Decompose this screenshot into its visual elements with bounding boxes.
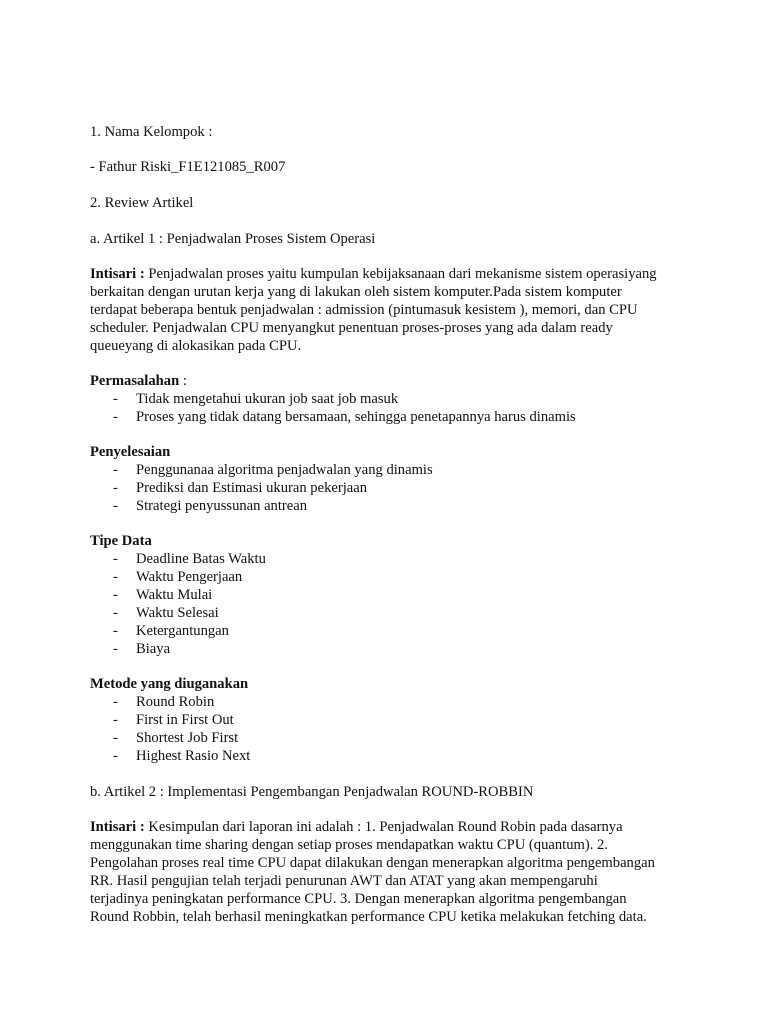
list-item-text: Prediksi dan Estimasi ukuran pekerjaan bbox=[136, 480, 368, 496]
bullet-dash: - bbox=[113, 623, 118, 639]
list-item-text: Waktu Pengerjaan bbox=[136, 569, 243, 585]
list-item bbox=[113, 408, 576, 426]
list-item bbox=[113, 622, 229, 640]
bullet-dash: - bbox=[113, 409, 118, 425]
list-item bbox=[113, 390, 398, 408]
list-item-text: First in First Out bbox=[136, 712, 234, 728]
article1-intisari-text: Penjadwalan proses yaitu kumpulan kebijaksanaan dari mekanisme sistem operasiyang berkaitan dengan urutan kerja yang di lakukan oleh sistem komputer.Pada sistem komputer terdapat beberapa bentuk penjadwalan : admission (pintumasuk kesistem ), memori, dan CPU scheduler. Penjadwalan CPU menyangkut penentuan proses-proses yang ada dalam ready queueyang di alokasikan pada CPU. bbox=[90, 266, 657, 354]
article2-intisari bbox=[90, 818, 690, 926]
bullet-dash: - bbox=[113, 694, 118, 710]
bullet-dash: - bbox=[113, 748, 118, 764]
bullet-dash: - bbox=[113, 391, 118, 407]
bullet-dash: - bbox=[113, 605, 118, 621]
list-item-text: Shortest Job First bbox=[136, 730, 239, 746]
bullet-dash: - bbox=[113, 712, 118, 728]
list-item bbox=[113, 550, 266, 568]
bullet-dash: - bbox=[113, 551, 118, 567]
list-item bbox=[113, 747, 250, 765]
group-heading: 1. Nama Kelompok : bbox=[90, 124, 213, 140]
list-item bbox=[113, 461, 433, 479]
list-item bbox=[113, 729, 238, 747]
list-item bbox=[113, 479, 367, 497]
bullet-dash: - bbox=[113, 587, 118, 603]
article2-title: b. Artikel 2 : Implementasi Pengembangan Penjadwalan ROUND-ROBBIN bbox=[90, 784, 534, 800]
penyelesaian-heading: Penyelesaian bbox=[90, 444, 171, 460]
permasalahan-label: Permasalahan bbox=[90, 373, 180, 389]
list-item bbox=[113, 586, 212, 604]
list-item-text: Biaya bbox=[136, 641, 171, 657]
list-item bbox=[113, 604, 219, 622]
list-item-text: Proses yang tidak datang bersamaan, sehingga penetapannya harus dinamis bbox=[136, 409, 576, 425]
list-item-text: Highest Rasio Next bbox=[136, 748, 251, 764]
list-item-text: Waktu Mulai bbox=[136, 587, 213, 603]
review-heading: 2. Review Artikel bbox=[90, 195, 194, 211]
list-item bbox=[113, 568, 242, 586]
article1-intisari-label: Intisari : bbox=[90, 266, 145, 282]
bullet-dash: - bbox=[113, 569, 118, 585]
metode-heading: Metode yang diuganakan bbox=[90, 676, 249, 692]
bullet-dash: - bbox=[113, 641, 118, 657]
article1-intisari bbox=[90, 265, 690, 355]
list-item-text: Ketergantungan bbox=[136, 623, 229, 639]
list-item-text: Round Robin bbox=[136, 694, 215, 710]
list-item bbox=[113, 693, 214, 711]
permasalahan-heading bbox=[90, 372, 187, 390]
article2-intisari-label: Intisari : bbox=[90, 819, 145, 835]
bullet-dash: - bbox=[113, 498, 118, 514]
list-item-text: Deadline Batas Waktu bbox=[136, 551, 266, 567]
permasalahan-suffix: : bbox=[179, 373, 187, 389]
list-item bbox=[113, 497, 307, 515]
tipe-data-heading: Tipe Data bbox=[90, 533, 152, 549]
list-item bbox=[113, 640, 170, 658]
list-item-text: Tidak mengetahui ukuran job saat job masuk bbox=[136, 391, 399, 407]
bullet-dash: - bbox=[113, 480, 118, 496]
bullet-dash: - bbox=[113, 462, 118, 478]
bullet-dash: - bbox=[113, 730, 118, 746]
article2-intisari-text: Kesimpulan dari laporan ini adalah : 1. Penjadwalan Round Robin pada dasarnya menggunakan time sharing dengan setiap proses mendapatkan waktu CPU (quantum). 2. Pengolahan proses real time CPU dapat dilakukan dengan menerapkan algoritma pengembangan RR. Hasil pengujian telah terjadi penurunan AWT dan ATAT yang akan mempengaruhi terjadinya peningkatan performance CPU. 3. Dengan menerapkan algoritma pengembangan Round Robbin, telah berhasil meningkatkan performance CPU ketika melakukan fetching data. bbox=[90, 819, 655, 925]
list-item-text: Penggunanaa algoritma penjadwalan yang dinamis bbox=[136, 462, 433, 478]
list-item bbox=[113, 711, 234, 729]
article1-title: a. Artikel 1 : Penjadwalan Proses Sistem Operasi bbox=[90, 231, 376, 247]
list-item-text: Strategi penyussunan antrean bbox=[136, 498, 308, 514]
list-item-text: Waktu Selesai bbox=[136, 605, 219, 621]
group-member: - Fathur Riski_F1E121085_R007 bbox=[90, 159, 286, 175]
